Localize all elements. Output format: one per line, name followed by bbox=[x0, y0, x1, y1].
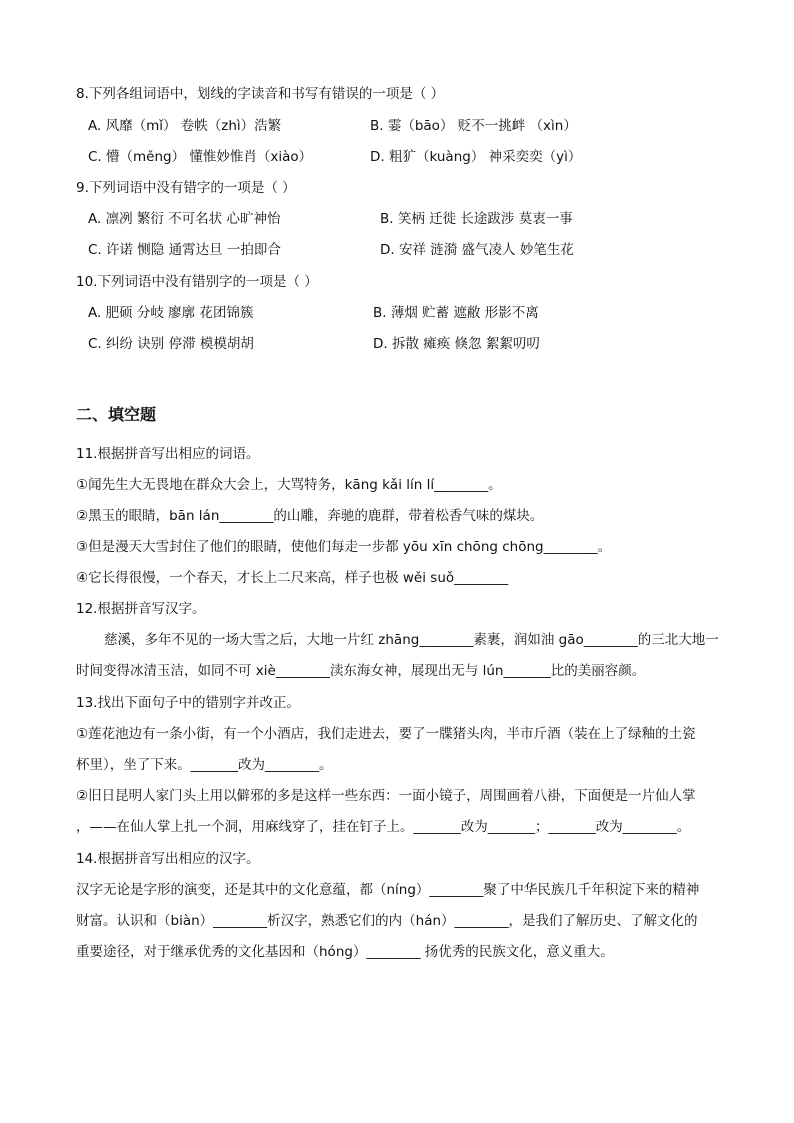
q12-stem: 12.根据拼音写汉字。 bbox=[76, 601, 206, 617]
q14-stem: 14.根据拼音写出相应的汉字。 bbox=[76, 851, 260, 867]
q8-option-b: B. 霎（bāo） 贬不一挑衅 （xìn） bbox=[370, 118, 577, 134]
q14-paragraph-line-3: 重要途径，对于继承优秀的文化基因和（hóng）________ 扬优秀的民族文化，意义重大。 bbox=[76, 944, 614, 960]
q9-option-a: A. 凛冽 繁衍 不可名状 心旷神怡 bbox=[88, 211, 281, 227]
q11-item-2: ②黑玉的眼睛，bān lán________的山雕，奔驰的鹿群，带着松香气味的煤块。 bbox=[76, 508, 544, 524]
q8-option-d: D. 粗犷（kuàng） 神采奕奕（yì） bbox=[370, 149, 582, 165]
q8-stem: 8.下列各组词语中，划线的字读音和书写有错误的一项是（ ） bbox=[76, 86, 445, 102]
q13-item-2-line-2: ，——在仙人掌上扎一个洞，用麻线穿了，挂在钉子上。_______改为_______；_______改为________。 bbox=[76, 819, 691, 835]
q11-item-4: ④它长得很慢，一个春天，才长上二尺来高，样子也极 wěi suǒ________ bbox=[76, 570, 509, 586]
q9-option-b: B. 笑柄 迁徙 长途跋涉 莫衷一事 bbox=[380, 211, 573, 227]
section-heading: 二、填空题 bbox=[76, 405, 157, 424]
q13-item-1-line-1: ①莲花池边有一条小街，有一个小酒店，我们走进去，要了一牒猪头肉，半市斤酒（装在上了绿釉的土瓷 bbox=[76, 726, 696, 742]
q11-item-3: ③但是漫天大雪封住了他们的眼睛，使他们每走一步都 yōu xīn chōng chōng________。 bbox=[76, 539, 612, 555]
q10-option-a: A. 肥硕 分岐 廖廓 花团锦簇 bbox=[88, 305, 254, 321]
q10-option-c: C. 纠纷 诀别 停滞 模模胡胡 bbox=[88, 336, 254, 352]
q10-option-d: D. 拆散 瘫痪 倏忽 絮絮叨叨 bbox=[373, 336, 540, 352]
q13-item-2-line-1: ②旧日昆明人家门头上用以僻邪的多是这样一些东西：一面小镜子，周围画着八褂，下面便是一片仙人掌 bbox=[76, 788, 696, 804]
q14-paragraph-line-2: 财富。认识和（biàn）________析汉字，熟悉它们的内（hán）________，是我们了解历史、了解文化的 bbox=[76, 913, 698, 929]
q11-item-1: ①闻先生大无畏地在群众大会上，大骂特务，kāng kǎi lín lí________。 bbox=[76, 477, 502, 493]
q11-stem: 11.根据拼音写出相应的词语。 bbox=[76, 446, 260, 462]
q9-option-d: D. 安祥 涟漪 盛气凌人 妙笔生花 bbox=[380, 242, 574, 258]
q10-stem: 10.下列词语中没有错别字的一项是（ ） bbox=[76, 274, 318, 290]
q8-option-c: C. 懵（měng） 懂惟妙惟肖（xiào） bbox=[88, 149, 313, 165]
q9-stem: 9.下列词语中没有错字的一项是（ ） bbox=[76, 180, 296, 196]
q14-paragraph-line-1: 汉字无论是字形的演变，还是其中的文化意蕴，都（níng）________聚了中华民族几千年积淀下来的精神 bbox=[76, 882, 700, 898]
q10-option-b: B. 薄烟 贮蓄 遮敝 形影不离 bbox=[373, 305, 539, 321]
q13-item-1-line-2: 杯里），坐了下来。_______改为________。 bbox=[76, 757, 333, 773]
q8-option-a: A. 风靡（mǐ） 卷帙（zhì）浩繁 bbox=[88, 118, 282, 134]
q12-paragraph-line-2: 时间变得冰清玉洁，如同不可 xiè________渎东海女神，展现出无与 lún_______比的美丽容颜。 bbox=[76, 663, 646, 679]
q13-stem: 13.找出下面句子中的错别字并改正。 bbox=[76, 695, 300, 711]
q12-paragraph-line-1: 慈溪，多年不见的一场大雪之后，大地一片红 zhāng________素裹，润如油 gāo________的三北大地一 bbox=[104, 632, 719, 648]
q9-option-c: C. 许诺 恻隐 通霄达旦 一拍即合 bbox=[88, 242, 281, 258]
